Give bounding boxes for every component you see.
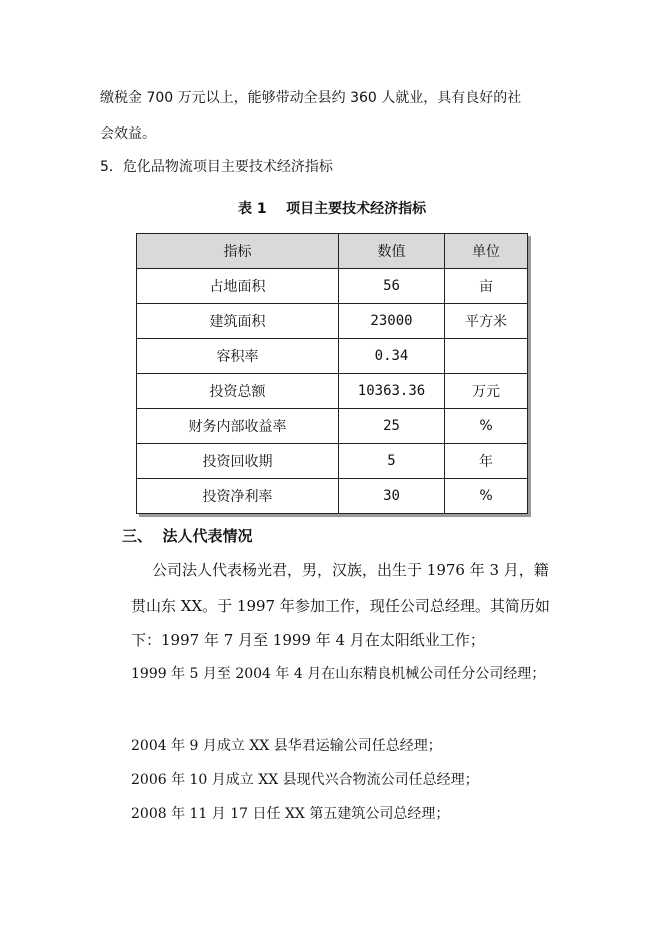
bio-line: 2006 年 10 月成立 XX 县现代兴合物流公司任总经理； (131, 772, 479, 788)
value-cell: 10363.36 (339, 374, 445, 409)
unit-cell: 亩 (445, 269, 528, 304)
bio-line: 2008 年 11 月 17 日任 XX 第五建筑公司总经理； (131, 806, 450, 822)
bio-line: 下：1997 年 7 月至 1999 年 4 月在太阳纸业工作； (131, 631, 485, 649)
section-heading: 三、 法人代表情况 (122, 527, 253, 545)
unit-cell: % (445, 409, 528, 444)
unit-cell: 年 (445, 444, 528, 479)
table-row (137, 479, 528, 514)
table-header-row (137, 234, 528, 269)
table-row (137, 444, 528, 479)
table-row (137, 339, 528, 374)
table-row (137, 304, 528, 339)
column-header-unit: 单位 (445, 234, 528, 269)
indicator-cell: 投资回收期 (137, 444, 339, 479)
paragraph-line: 缴税金 700 万元以上，能够带动全县约 360 人就业，具有良好的社 (100, 90, 522, 106)
unit-cell: 万元 (445, 374, 528, 409)
bio-line: 1999 年 5 月至 2004 年 4 月在山东精良机械公司任分公司经理； (131, 666, 546, 682)
indicator-cell: 投资净利率 (137, 479, 339, 514)
column-header-indicator: 指标 (137, 234, 339, 269)
indicator-table (136, 233, 528, 514)
table-row (137, 374, 528, 409)
bio-line: 公司法人代表杨光君，男，汉族，出生于 1976 年 3 月，籍 (152, 561, 549, 579)
paragraph-line: 会效益。 (100, 126, 156, 142)
table-row (137, 269, 528, 304)
indicator-cell: 占地面积 (137, 269, 339, 304)
value-cell: 56 (339, 269, 445, 304)
value-cell: 0.34 (339, 339, 445, 374)
indicator-cell: 容积率 (137, 339, 339, 374)
indicator-cell: 建筑面积 (137, 304, 339, 339)
unit-cell: % (445, 479, 528, 514)
unit-cell (445, 339, 528, 374)
section-heading: 5．危化品物流项目主要技术经济指标 (100, 159, 333, 175)
table-caption: 表 1 项目主要技术经济指标 (238, 201, 427, 217)
bio-line: 2004 年 9 月成立 XX 县华君运输公司任总经理； (131, 738, 442, 754)
column-header-value: 数值 (339, 234, 445, 269)
value-cell: 23000 (339, 304, 445, 339)
table-row (137, 409, 528, 444)
value-cell: 5 (339, 444, 445, 479)
value-cell: 25 (339, 409, 445, 444)
indicator-cell: 投资总额 (137, 374, 339, 409)
indicator-cell: 财务内部收益率 (137, 409, 339, 444)
bio-line: 贯山东 XX。于 1997 年参加工作，现任公司总经理。其简历如 (131, 597, 550, 615)
unit-cell: 平方米 (445, 304, 528, 339)
value-cell: 30 (339, 479, 445, 514)
